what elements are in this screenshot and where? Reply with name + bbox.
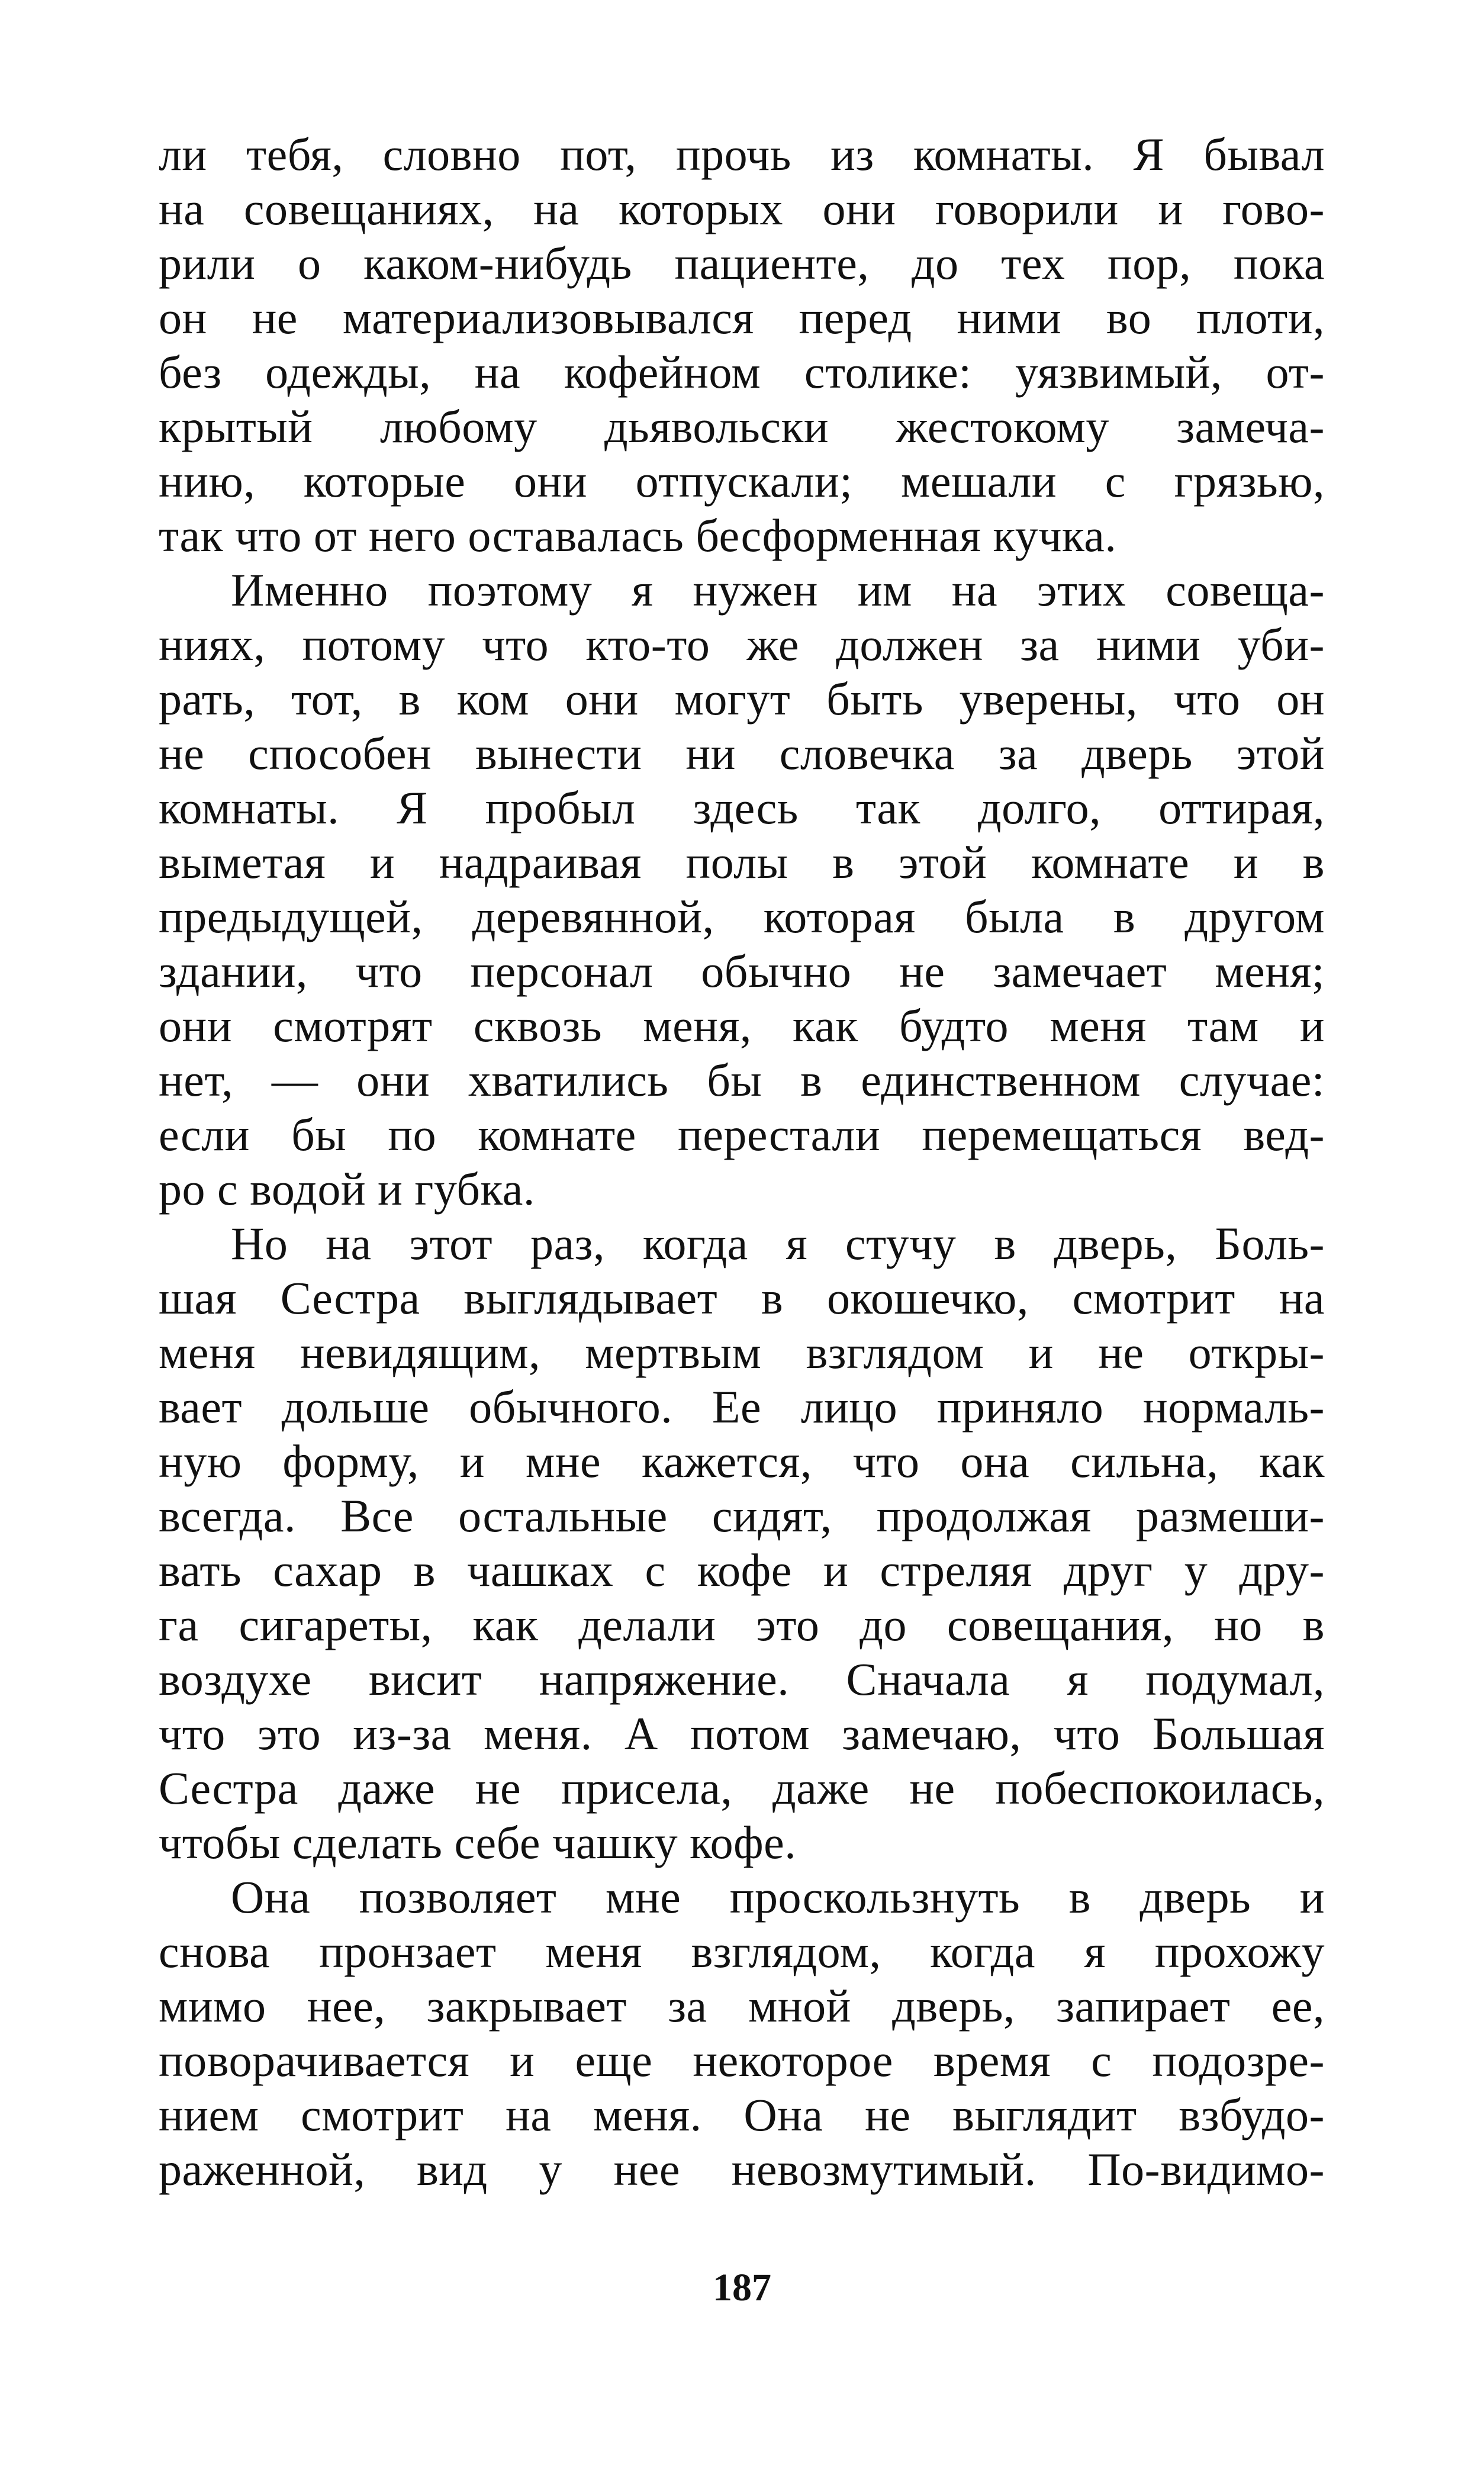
text-line: ниях, потому что кто-то же должен за ними уби-: [159, 619, 1325, 670]
text-line: если бы по комнате перестали перемещаться вед-: [159, 1109, 1325, 1160]
text-line: всегда. Все остальные сидят, продолжая размеши-: [159, 1490, 1325, 1541]
text-line: рать, тот, в ком они могут быть уверены, что он: [159, 673, 1325, 725]
text-line: так что от него оставалась бесформенная кучка.: [159, 510, 1117, 561]
text-line: снова пронзает меня взглядом, когда я прохожу: [159, 1926, 1325, 1977]
paragraph-first-line: Она позволяет мне проскользнуть в дверь и: [231, 1871, 1325, 1923]
text-line: Сестра даже не присела, даже не побеспокоилась,: [159, 1762, 1325, 1814]
text-line: без одежды, на кофейном столике: уязвимый, от-: [159, 346, 1325, 398]
text-line: ли тебя, словно пот, прочь из комнаты. Я бывал: [159, 128, 1325, 180]
text-line: раженной, вид у нее невозмутимый. По-видимо-: [159, 2143, 1325, 2195]
page-text: [159, 127, 1325, 2197]
text-line: он не материализовывался перед ними во плоти,: [159, 292, 1325, 343]
text-line: на совещаниях, на которых они говорили и гово-: [159, 183, 1325, 234]
text-line: выметая и надраивая полы в этой комнате и в: [159, 836, 1325, 888]
text-line: вает дольше обычного. Ее лицо приняло нормаль-: [159, 1381, 1325, 1433]
text-line: они смотрят сквозь меня, как будто меня там и: [159, 1000, 1325, 1051]
paragraph-first-line: Именно поэтому я нужен им на этих совеща-: [231, 564, 1325, 616]
text-line: не способен вынести ни словечка за дверь этой: [159, 728, 1325, 779]
text-line: нет, — они хватились бы в единственном случае:: [159, 1054, 1325, 1106]
text-line: что это из-за меня. А потом замечаю, что Большая: [159, 1708, 1325, 1759]
text-line: предыдущей, деревянной, которая была в другом: [159, 891, 1325, 942]
text-line: чтобы сделать себе чашку кофе.: [159, 1817, 797, 1868]
page-number: 187: [713, 2266, 771, 2309]
text-line: крытый любому дьявольски жестокому замеча-: [159, 401, 1325, 452]
text-line: мимо нее, закрывает за мной дверь, запирает ее,: [159, 1980, 1325, 2032]
text-line: нием смотрит на меня. Она не выглядит взбудо-: [159, 2089, 1325, 2141]
text-line: нию, которые они отпускали; мешали с грязью,: [159, 455, 1325, 507]
text-line: шая Сестра выглядывает в окошечко, смотрит на: [159, 1272, 1325, 1324]
text-line: здании, что персонал обычно не замечает меня;: [159, 945, 1325, 997]
text-line: поворачивается и еще некоторое время с подозре-: [159, 2035, 1325, 2086]
text-line: воздухе висит напряжение. Сначала я подумал,: [159, 1653, 1325, 1705]
paragraph-first-line: Но на этот раз, когда я стучу в дверь, Боль-: [231, 1218, 1325, 1269]
text-line: ную форму, и мне кажется, что она сильна, как: [159, 1435, 1325, 1487]
text-line: меня невидящим, мертвым взглядом и не откры-: [159, 1327, 1325, 1378]
text-line: га сигареты, как делали это до совещания, но в: [159, 1599, 1325, 1650]
text-line: вать сахар в чашках с кофе и стреляя друг у дру-: [159, 1544, 1325, 1596]
text-line: рили о каком-нибудь пациенте, до тех пор, пока: [159, 237, 1325, 289]
text-line: комнаты. Я пробыл здесь так долго, оттирая,: [159, 782, 1325, 833]
text-line: ро с водой и губка.: [159, 1163, 535, 1215]
